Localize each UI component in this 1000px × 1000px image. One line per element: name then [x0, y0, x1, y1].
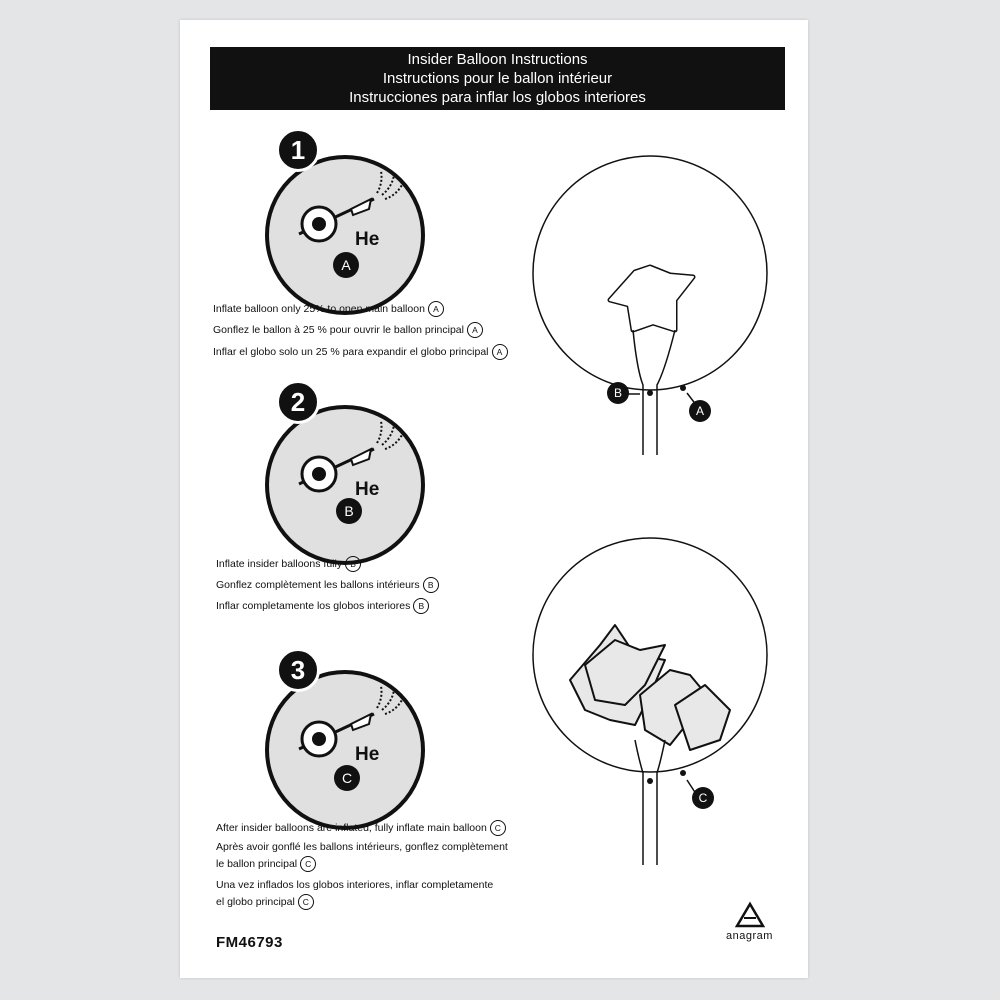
step-2-line-2: Gonflez complètement les ballons intérieurs B	[216, 577, 439, 593]
title-spanish: Instrucciones para inflar los globos interiores	[349, 89, 646, 106]
product-code: FM46793	[216, 934, 283, 951]
step-3-number: 3	[276, 648, 320, 692]
anagram-logo-icon	[735, 902, 765, 928]
step-3-line-4: Una vez inflados los globos interiores, inflar completamente	[216, 879, 494, 891]
step-1-number: 1	[276, 128, 320, 172]
step-1-line-3: Inflar el globo solo un 25 % para expandir el globo principal A	[213, 344, 508, 360]
step-3-line-3: le ballon principal C	[216, 856, 316, 872]
diagram-label-c: C	[692, 787, 714, 809]
step-3-line-2: Après avoir gonflé les ballons intérieurs, gonflez complètement	[216, 841, 508, 853]
helium-tank-icon	[269, 409, 429, 569]
helium-label: He	[355, 229, 380, 250]
step-1-illustration	[265, 155, 425, 315]
step-3-line-5: el globo principal C	[216, 894, 314, 910]
step-1-letter: A	[333, 252, 359, 278]
step-2-line-3: Inflar completamente los globos interiores B	[216, 598, 429, 614]
helium-label: He	[355, 479, 380, 500]
main-balloon-partial-diagram	[525, 155, 785, 455]
instruction-sheet	[180, 20, 808, 978]
step-2-letter: B	[336, 498, 362, 524]
diagram-label-b: B	[607, 382, 629, 404]
helium-tank-icon	[269, 674, 429, 834]
diagram-label-a: A	[689, 400, 711, 422]
step-1-line-2: Gonflez le ballon à 25 % pour ouvrir le ballon principal A	[213, 322, 483, 338]
step-3-letter: C	[334, 765, 360, 791]
step-2-line-1: Inflate insider balloons fully B	[216, 556, 361, 572]
step-2-illustration	[265, 405, 425, 565]
step-3-illustration	[265, 670, 425, 830]
step-2-number: 2	[276, 380, 320, 424]
brand-name: anagram	[726, 930, 773, 942]
step-1-line-1: Inflate balloon only 25% to open main balloon A	[213, 301, 444, 317]
helium-label: He	[355, 744, 380, 765]
title-french: Instructions pour le ballon intérieur	[382, 70, 613, 87]
title-english: Insider Balloon Instructions	[407, 51, 588, 68]
main-balloon-full-diagram	[525, 535, 785, 865]
helium-tank-icon	[269, 159, 429, 319]
header-bar	[210, 47, 785, 110]
step-3-line-1: After insider balloons are inflated, fully inflate main balloon C	[216, 820, 506, 836]
